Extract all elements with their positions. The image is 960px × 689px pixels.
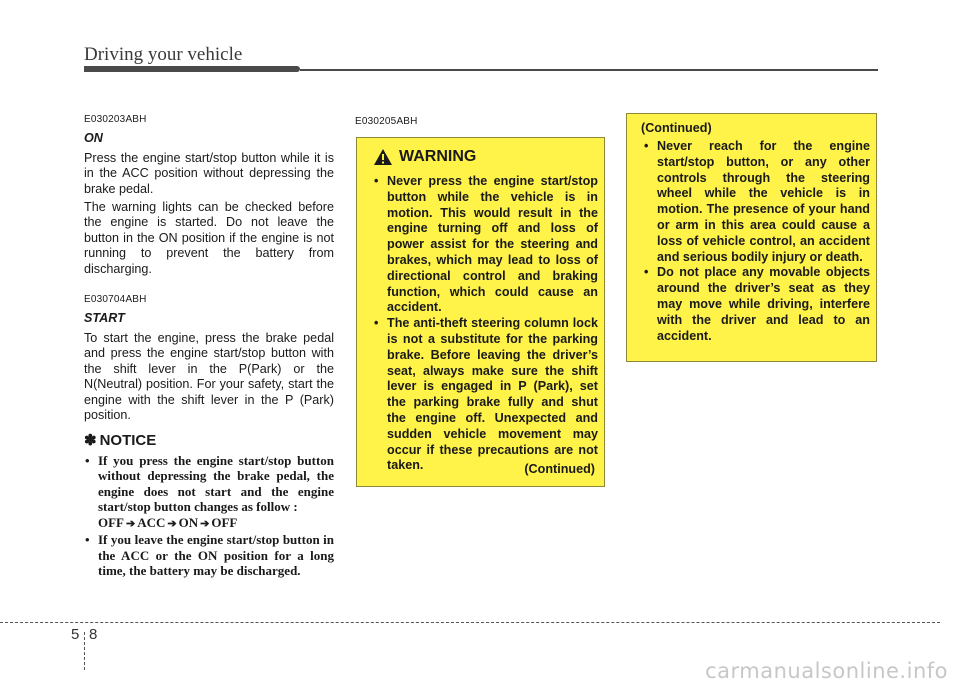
notice-item-2: • If you leave the engine start/stop button in the ACC or the ON position for a long time, the battery may be discharged.: [84, 532, 334, 579]
arrow-right-icon: ➔: [126, 517, 136, 530]
page-number: 8: [89, 626, 98, 643]
warning-triangle-icon: [373, 148, 393, 166]
sequence-step-2: ACC: [137, 514, 166, 530]
asterisk-icon: ✽: [84, 432, 97, 450]
header-title: Driving your vehicle: [84, 44, 243, 65]
continued-list: [637, 139, 870, 344]
paragraph-on-2: The warning lights can be checked before the engine is started. Do not leave the button in the ON position if the engine is not running to prevent the battery from discharging.: [84, 200, 334, 276]
header-rule-thick: [84, 66, 300, 72]
subheading-on: ON: [84, 131, 103, 146]
notice-item-1-text: If you press the engine start/stop button without depressing the brake pedal, the engine does not start and the engine start/stop button changes as follow :: [98, 452, 334, 515]
warning-continued: (Continued): [524, 462, 595, 476]
warning-title: WARNING: [399, 148, 477, 165]
section-code-on: E030203ABH: [84, 114, 147, 125]
footer-vertical-divider: [84, 632, 85, 670]
left-column: [84, 112, 334, 579]
notice-title: NOTICE: [99, 432, 157, 450]
warning-list: [367, 174, 598, 474]
arrow-right-icon: ➔: [167, 517, 177, 530]
section-code-warning: E030205ABH: [355, 116, 418, 127]
paragraph-on-1: Press the engine start/stop button while it is in the ACC position without depressing the brake pedal.: [84, 150, 334, 196]
continued-item-2: • Do not place any movable objects around the driver’s seat as they may move while driving, interfere with the driver and lead to an accident.: [637, 265, 870, 344]
notice-list: [84, 453, 334, 579]
notice-sequence: [98, 515, 334, 533]
watermark: carmanualsonline.info: [705, 659, 948, 683]
arrow-right-icon: ➔: [200, 517, 210, 530]
sequence-step-3: ON: [178, 514, 199, 530]
header-rule-thin: [300, 69, 878, 71]
warning-item-2: • The anti-theft steering column lock is not a substitute for the parking brake. Before leaving the driver’s seat, always make sure the shift lever is engaged in P (Park), set the parking brake fully and shut the engine off. Unexpected and sudden vehicle movement may occur if these precautions are not taken.: [367, 316, 598, 474]
section-code-start: E030704ABH: [84, 294, 147, 306]
warning-heading: [373, 148, 476, 166]
page-section-number: 5: [71, 626, 80, 643]
sequence-step-4: OFF: [211, 514, 238, 530]
notice-heading: [84, 433, 334, 448]
footer-divider: [0, 622, 940, 623]
warning-continued-box: [626, 113, 877, 362]
warning-box: [356, 137, 605, 487]
continued-item-1: • Never reach for the engine start/stop button, or any other controls through the steering wheel while the vehicle is in motion. The presence of your hand or arm in this area could cause a loss of vehicle control, an accident and serious bodily injury or death.: [637, 139, 870, 265]
paragraph-start-1: To start the engine, press the brake pedal and press the engine start/stop button with the shift lever in the P(Park) or the N(Neutral) position. For your safety, start the engine with the shift lever in the P (Park) position.: [84, 330, 334, 422]
subheading-start: START: [84, 311, 125, 326]
notice-item-1: [84, 453, 334, 533]
sequence-step-1: OFF: [98, 514, 124, 530]
warning-item-1: • Never press the engine start/stop button while the vehicle is in motion. This would result in the engine turning off and loss of power assist for the steering and brakes, which may lead to loss of directional control and braking function, which could cause an accident.: [367, 174, 598, 316]
continued-label: (Continued): [641, 121, 712, 135]
